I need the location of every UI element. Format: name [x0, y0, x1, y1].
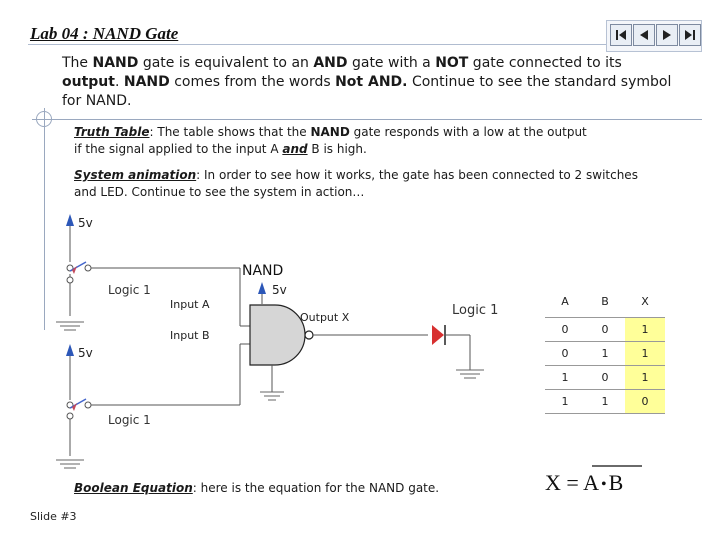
table-header-a: A — [561, 294, 569, 308]
input-b-label: Input B — [170, 329, 210, 342]
boolean-equation: X = A •B — [545, 470, 624, 495]
truth-table — [545, 285, 665, 414]
table-cell-output: 1 — [625, 366, 665, 390]
table-cell: 0 — [561, 323, 569, 336]
table-row — [545, 390, 665, 414]
vcc-label-gate: 5v — [272, 283, 287, 297]
intro-line-2: output. NAND comes from the words Not AND. Continue to see the standard symbol — [62, 74, 672, 90]
table-row — [545, 366, 665, 390]
logic-x-indicator: Logic 1 — [452, 303, 499, 318]
vcc-label-top: 5v — [78, 216, 93, 230]
table-cell: 0 — [601, 323, 609, 336]
gate-name-label: NAND — [242, 263, 284, 279]
table-cell: 1 — [601, 395, 609, 408]
table-header-b: B — [601, 294, 609, 308]
truth-table-text: Truth Table: The table shows that the NAND gate responds with a low at the output if the signal applied to the input A and B is high. — [74, 125, 587, 156]
system-animation-text: System animation: In order to see how it works, the gate has been connected to 2 switches and LED. Continue to see the system in action… — [74, 168, 638, 199]
table-header-x: X — [641, 294, 649, 308]
table-cell: 1 — [561, 395, 569, 408]
table-row — [545, 318, 665, 342]
table-row — [545, 342, 665, 366]
vcc-arrow-mid — [66, 344, 74, 356]
table-cell-output: 1 — [625, 318, 665, 342]
logic-a-indicator: Logic 1 — [108, 283, 151, 297]
slide-number: Slide #3 — [30, 510, 77, 523]
table-cell: 0 — [561, 347, 569, 360]
vcc-arrow-gate — [258, 282, 266, 294]
input-a-label: Input A — [170, 298, 210, 311]
table-cell-output: 0 — [625, 390, 665, 414]
vcc-arrow-top — [66, 214, 74, 226]
logic-b-indicator: Logic 1 — [108, 413, 151, 427]
boolean-equation-text: Boolean Equation: here is the equation for the NAND gate. — [74, 481, 440, 495]
led-indicator — [432, 325, 444, 345]
table-cell-output: 1 — [625, 342, 665, 366]
output-x-label: Output X — [300, 311, 350, 324]
table-cell: 1 — [601, 347, 609, 360]
intro-line-3: for NAND. — [62, 93, 132, 109]
table-cell: 0 — [601, 371, 609, 384]
intro-line-1: The NAND gate is equivalent to an AND gate with a NOT gate connected to its — [62, 55, 622, 71]
nand-bubble — [305, 331, 313, 339]
page-title: Lab 04 : NAND Gate — [30, 24, 179, 43]
vcc-label-mid: 5v — [78, 346, 93, 360]
nand-gate-symbol — [250, 305, 305, 365]
table-header-row — [545, 285, 665, 318]
table-cell: 1 — [561, 371, 569, 384]
